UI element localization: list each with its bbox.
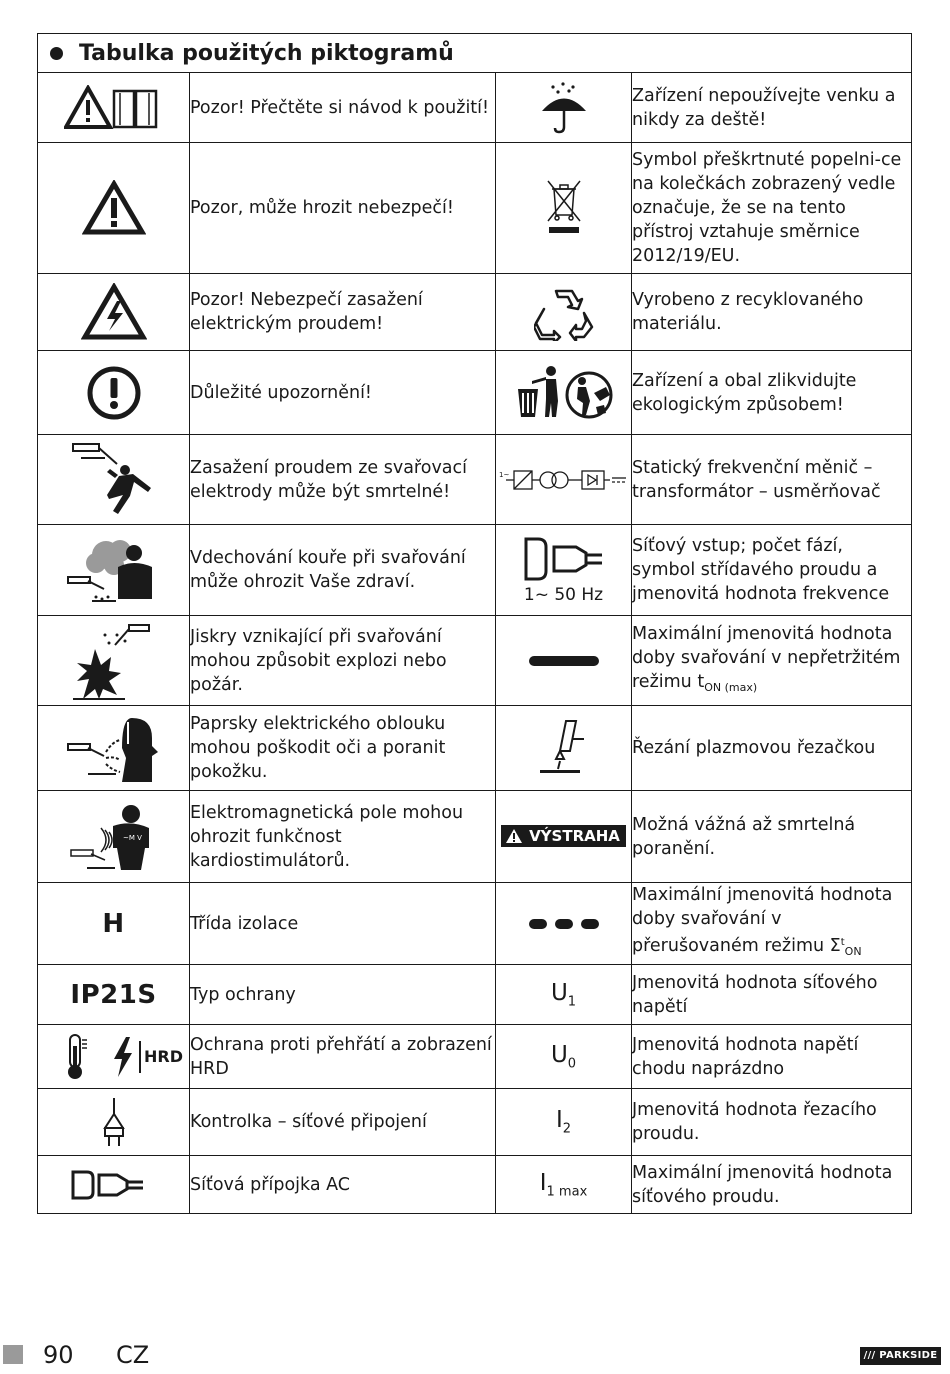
recycle-icon	[534, 283, 594, 341]
row-text: Statický frekvenční měnič – transformátor – usměrňovač	[632, 435, 912, 525]
umbrella-rain-icon	[539, 81, 589, 135]
svg-text:~M V: ~M V	[122, 833, 142, 842]
crossed-bin-icon	[544, 177, 584, 239]
ac-plug-icon	[69, 1169, 159, 1201]
table-row	[38, 883, 912, 965]
important-notice-icon	[86, 365, 142, 421]
insulation-class-label: H	[102, 908, 125, 939]
row-text: Řezání plazmovou řezačkou	[632, 706, 912, 791]
table-row	[38, 143, 912, 274]
row-text: Možná vážná až smrtelná poranění.	[632, 791, 912, 883]
row-text: Jmenovitá hodnota napětí chodu naprázdno	[632, 1025, 912, 1089]
row-text: Maximální jmenovitá hodnota doby svařování v přerušovaném režimu $\Sigma^t_{ON}$	[632, 883, 912, 965]
row-text: Vdechování kouře při svařování může ohrozit Vaše zdraví.	[190, 525, 496, 616]
frequency-label: 1~ 50 Hz	[523, 585, 604, 605]
row-text: Pozor! Přečtěte si návod k použití!	[190, 73, 496, 143]
table-row	[38, 1156, 912, 1214]
row-text: Pozor! Nebezpečí zasažení elektrickým proudem!	[190, 274, 496, 351]
row-text: Paprsky elektrického oblouku mohou poškodit oči a poranit pokožku.	[190, 706, 496, 791]
sparks-explosion-icon	[69, 621, 159, 701]
table-row	[38, 274, 912, 351]
svg-text:1~: 1~	[498, 470, 509, 479]
row-text: Důležité upozornění!	[190, 351, 496, 435]
symbol-u0: $U_0$	[550, 1041, 577, 1072]
hrd-label: HRD	[144, 1047, 183, 1066]
page-number: 90	[43, 1341, 74, 1369]
table-row	[38, 435, 912, 525]
table-row	[38, 791, 912, 883]
continuous-mode-icon	[527, 655, 601, 667]
language-code: CZ	[116, 1341, 150, 1369]
row-text: Elektromagnetická pole mohou ohrozit funkčnost kardiostimulátorů.	[190, 791, 496, 883]
plasma-cutting-icon	[536, 717, 592, 779]
row-text: Ochrana proti přehřátí a zobrazení HRD	[190, 1025, 496, 1089]
table-row	[38, 73, 912, 143]
table-title: Tabulka použitých piktogramů	[79, 40, 454, 66]
mains-indicator-icon	[99, 1096, 129, 1148]
table-row	[38, 1089, 912, 1156]
intermittent-mode-icon	[527, 918, 601, 930]
electromagnetic-field-icon	[69, 800, 159, 874]
pictogram-table	[37, 33, 912, 1214]
row-text: Kontrolka – síťové připojení	[190, 1089, 496, 1156]
inverter-transformer-rectifier-icon	[498, 467, 630, 493]
bullet-icon	[50, 47, 63, 60]
danger-warning-icon	[82, 180, 146, 236]
table-row	[38, 1025, 912, 1089]
welding-fumes-icon	[66, 535, 162, 605]
table-row	[38, 616, 912, 706]
row-text: Zasažení proudem ze svařovací elektrody může být smrtelné!	[190, 435, 496, 525]
row-text: Pozor, může hrozit nebezpečí!	[190, 143, 496, 274]
protection-type-label: IP21S	[70, 979, 157, 1010]
row-text: Jiskry vznikající při svařování mohou způsobit explozi nebo požár.	[190, 616, 496, 706]
warning-triangle-icon	[505, 828, 523, 844]
eco-disposal-icon	[514, 363, 614, 423]
symbol-u1: $U_1$	[550, 979, 577, 1010]
parkside-logo: /// PARKSIDE	[860, 1347, 941, 1365]
footer-marker	[3, 1345, 23, 1364]
row-text: Jmenovitá hodnota síťového napětí	[632, 965, 912, 1025]
thermometer-icon	[63, 1032, 89, 1082]
electrode-shock-icon	[69, 440, 159, 520]
symbol-i1max: $I_{1 max}$	[539, 1169, 588, 1200]
symbol-i2: $I_2$	[555, 1107, 572, 1137]
row-text: Zařízení a obal zlikvidujte ekologickým způsobem!	[632, 351, 912, 435]
table-row	[38, 706, 912, 791]
arc-rays-icon	[66, 712, 162, 784]
row-text: Síťová přípojka AC	[190, 1156, 496, 1214]
row-text: Symbol přeškrtnuté popelni-ce na kolečkách zobrazený vedle označuje, že se na tento přístroj vztahuje směrnice 2012/19/EU.	[632, 143, 912, 274]
table-row	[38, 525, 912, 616]
mains-plug-input-icon	[522, 535, 606, 583]
row-text: Vyrobeno z recyklovaného materiálu.	[632, 274, 912, 351]
table-row	[38, 965, 912, 1025]
row-text: Maximální jmenovitá hodnota síťového proudu.	[632, 1156, 912, 1214]
table-row	[38, 351, 912, 435]
row-text: Jmenovitá hodnota řezacího proudu.	[632, 1089, 912, 1156]
row-text: Síťový vstup; počet fází, symbol střídavého proudu a jmenovitá hodnota frekvence	[632, 525, 912, 616]
row-text: Typ ochrany	[190, 965, 496, 1025]
read-manual-warning-icon	[64, 85, 164, 131]
row-text: Maximální jmenovitá hodnota doby svařování v nepřetržitém režimu $t_{ON (max)}$	[632, 616, 912, 706]
row-text: Zařízení nepoužívejte venku a nikdy za deště!	[632, 73, 912, 143]
row-text: Třída izolace	[190, 883, 496, 965]
electric-shock-warning-icon	[81, 283, 147, 341]
lightning-icon	[110, 1035, 136, 1079]
warning-badge: VÝSTRAHA	[501, 825, 626, 847]
